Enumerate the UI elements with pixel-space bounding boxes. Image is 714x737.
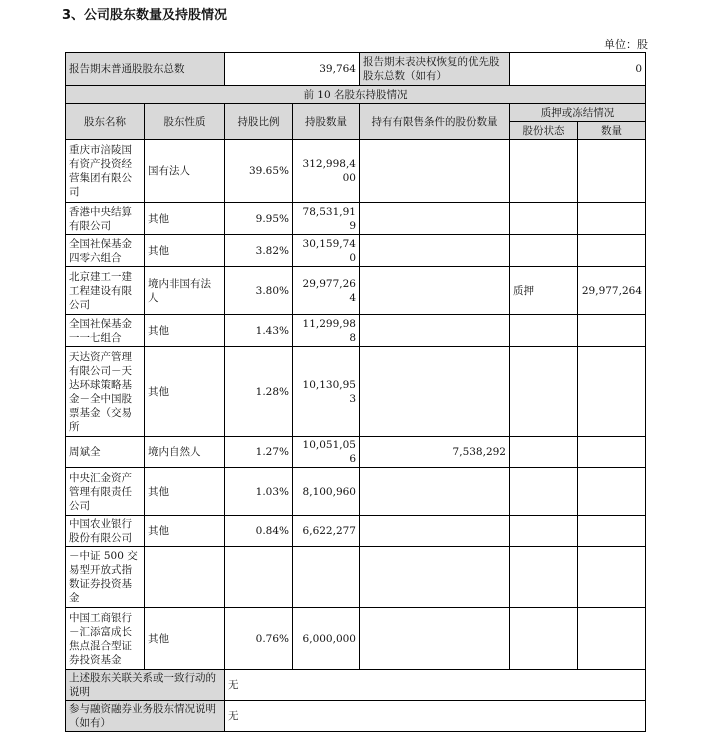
pledge-status [510, 608, 578, 670]
shareholder-name: 天达资产管理有限公司－天达环球策略基金－全中国股票基金（交易所 [66, 347, 145, 437]
pledge-status [510, 315, 578, 347]
holding-quantity: 11,299,988 [293, 315, 360, 347]
shareholder-nature [145, 547, 225, 608]
table-row [66, 516, 646, 547]
shareholder-name: 中国工商银行－汇添富成长焦点混合型证券投资基金 [66, 608, 145, 670]
holding-ratio: 3.82% [225, 235, 293, 267]
pledge-quantity [578, 516, 646, 547]
restricted-quantity [360, 267, 510, 315]
shareholder-name: 中央汇金资产管理有限责任公司 [66, 468, 145, 516]
related-party-row [66, 670, 646, 701]
holding-quantity: 10,051,056 [293, 437, 360, 468]
related-party-label: 上述股东关联关系或一致行动的说明 [66, 670, 225, 701]
shareholder-table [65, 52, 646, 732]
pledge-status [510, 235, 578, 267]
pledge-quantity [578, 437, 646, 468]
restricted-quantity [360, 468, 510, 516]
pledge-quantity [578, 203, 646, 235]
holding-quantity: 30,159,740 [293, 235, 360, 267]
shareholder-nature: 其他 [145, 516, 225, 547]
shareholder-nature: 其他 [145, 235, 225, 267]
pledge-quantity [578, 235, 646, 267]
pledge-quantity [578, 468, 646, 516]
table-row [66, 315, 646, 347]
table-row [66, 547, 646, 608]
margin-financing-row [66, 701, 646, 732]
table-row [66, 203, 646, 235]
shareholder-name: 重庆市涪陵国有资产投资经营集团有限公司 [66, 140, 145, 203]
header-quantity: 持股数量 [293, 104, 360, 140]
holding-ratio: 0.76% [225, 608, 293, 670]
restricted-quantity [360, 516, 510, 547]
header-pledge-qty: 数量 [578, 122, 646, 140]
table-row [66, 437, 646, 468]
table-row [66, 347, 646, 437]
header-restricted: 持有有限售条件的股份数量 [360, 104, 510, 140]
pledge-quantity [578, 140, 646, 203]
holding-ratio: 1.03% [225, 468, 293, 516]
pledge-status: 质押 [510, 267, 578, 315]
holding-quantity: 8,100,960 [293, 468, 360, 516]
pledge-status [510, 203, 578, 235]
holding-ratio [225, 547, 293, 608]
restricted-quantity [360, 608, 510, 670]
restricted-quantity [360, 203, 510, 235]
header-ratio: 持股比例 [225, 104, 293, 140]
holding-ratio: 3.80% [225, 267, 293, 315]
shareholder-name: 全国社保基金一一七组合 [66, 315, 145, 347]
pledge-status [510, 140, 578, 203]
pledge-quantity [578, 347, 646, 437]
pledge-status [510, 516, 578, 547]
summary-row [66, 53, 646, 86]
margin-financing-value: 无 [225, 701, 646, 732]
shareholder-name: －中证 500 交易型开放式指数证券投资基金 [66, 547, 145, 608]
pledge-quantity [578, 608, 646, 670]
restricted-quantity [360, 347, 510, 437]
shareholder-name: 香港中央结算有限公司 [66, 203, 145, 235]
shareholder-nature: 其他 [145, 347, 225, 437]
section-title: 3、公司股东数量及持股情况 [62, 8, 228, 23]
table-row [66, 468, 646, 516]
restricted-quantity: 7,538,292 [360, 437, 510, 468]
header-name: 股东名称 [66, 104, 145, 140]
table-row [66, 235, 646, 267]
holding-quantity: 78,531,919 [293, 203, 360, 235]
pledge-status [510, 347, 578, 437]
restricted-quantity [360, 547, 510, 608]
header-row [66, 104, 646, 122]
top10-title: 前 10 名股东持股情况 [66, 86, 646, 104]
top10-title-row [66, 86, 646, 104]
shareholder-name: 全国社保基金四零六组合 [66, 235, 145, 267]
shareholder-nature: 其他 [145, 203, 225, 235]
header-status: 股份状态 [510, 122, 578, 140]
shareholder-name: 北京建工一建工程建设有限公司 [66, 267, 145, 315]
preferred-shareholders-label: 报告期末表决权恢复的优先股股东总数（如有） [360, 53, 510, 86]
holding-ratio: 9.95% [225, 203, 293, 235]
table-row [66, 608, 646, 670]
preferred-shareholders-value: 0 [510, 53, 646, 86]
holding-quantity: 6,000,000 [293, 608, 360, 670]
holding-ratio: 1.43% [225, 315, 293, 347]
shareholder-nature: 其他 [145, 468, 225, 516]
total-shareholders-label: 报告期末普通股股东总数 [66, 53, 225, 86]
unit-label: 单位：股 [604, 38, 648, 51]
pledge-quantity: 29,977,264 [578, 267, 646, 315]
shareholder-name: 周斌全 [66, 437, 145, 468]
shareholder-nature: 其他 [145, 608, 225, 670]
pledge-quantity [578, 547, 646, 608]
shareholder-nature: 国有法人 [145, 140, 225, 203]
pledge-status [510, 468, 578, 516]
header-nature: 股东性质 [145, 104, 225, 140]
table-row [66, 267, 646, 315]
holding-quantity: 29,977,264 [293, 267, 360, 315]
restricted-quantity [360, 315, 510, 347]
holding-ratio: 0.84% [225, 516, 293, 547]
header-pledge: 质押或冻结情况 [510, 104, 646, 122]
total-shareholders-value: 39,764 [225, 53, 360, 86]
holding-quantity [293, 547, 360, 608]
holding-quantity: 312,998,400 [293, 140, 360, 203]
shareholder-nature: 境内非国有法人 [145, 267, 225, 315]
restricted-quantity [360, 140, 510, 203]
holding-ratio: 39.65% [225, 140, 293, 203]
holding-quantity: 10,130,953 [293, 347, 360, 437]
holding-ratio: 1.27% [225, 437, 293, 468]
pledge-quantity [578, 315, 646, 347]
shareholder-nature: 其他 [145, 315, 225, 347]
margin-financing-label: 参与融资融券业务股东情况说明（如有） [66, 701, 225, 732]
pledge-status [510, 547, 578, 608]
holding-ratio: 1.28% [225, 347, 293, 437]
holding-quantity: 6,622,277 [293, 516, 360, 547]
shareholder-nature: 境内自然人 [145, 437, 225, 468]
pledge-status [510, 437, 578, 468]
restricted-quantity [360, 235, 510, 267]
related-party-value: 无 [225, 670, 646, 701]
shareholder-name: 中国农业银行股份有限公司 [66, 516, 145, 547]
table-row [66, 140, 646, 203]
